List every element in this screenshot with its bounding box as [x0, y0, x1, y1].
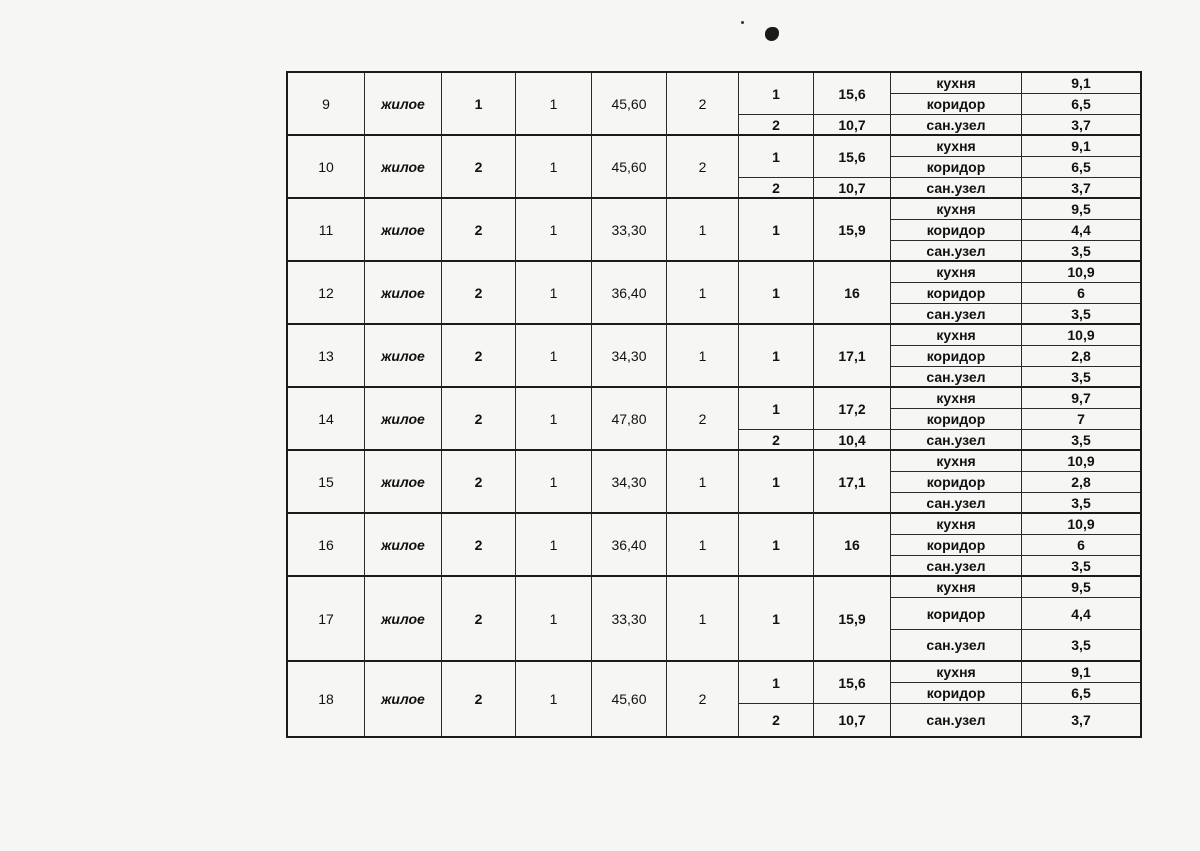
floor-cell: 2 — [442, 325, 516, 388]
room-area-cell: 15,6 — [814, 662, 891, 704]
aux-room-area-cell: 3,7 — [1022, 115, 1140, 136]
count-cell: 1 — [516, 325, 592, 388]
room-area-cell: 17,1 — [814, 451, 891, 514]
aux-room-area-cell: 10,9 — [1022, 325, 1140, 346]
aux-room-area-cell: 3,7 — [1022, 178, 1140, 199]
aux-room-name-cell: коридор — [891, 346, 1022, 367]
aux-room-area-cell: 4,4 — [1022, 598, 1140, 630]
count-cell: 1 — [516, 514, 592, 577]
aux-room-area-cell: 3,5 — [1022, 493, 1140, 514]
total-area-cell: 45,60 — [592, 662, 667, 736]
aux-room-name-cell: коридор — [891, 283, 1022, 304]
aux-room-area-cell: 10,9 — [1022, 451, 1140, 472]
aux-room-name-cell: сан.узел — [891, 556, 1022, 577]
apartments-table — [286, 71, 1142, 738]
aux-room-area-cell: 3,5 — [1022, 630, 1140, 662]
apartment-number-cell: 13 — [288, 325, 365, 388]
rooms-count-cell: 1 — [667, 262, 739, 325]
aux-room-area-cell: 2,8 — [1022, 472, 1140, 493]
aux-room-area-cell: 9,1 — [1022, 73, 1140, 94]
aux-room-area-cell: 4,4 — [1022, 220, 1140, 241]
apartment-number-cell: 15 — [288, 451, 365, 514]
apartment-number-cell: 14 — [288, 388, 365, 451]
count-cell: 1 — [516, 577, 592, 662]
room-number-cell: 1 — [739, 451, 814, 514]
premises-type-cell: жилое — [365, 514, 442, 577]
premises-type-cell: жилое — [365, 262, 442, 325]
premises-type-cell: жилое — [365, 577, 442, 662]
room-area-cell: 16 — [814, 262, 891, 325]
total-area-cell: 33,30 — [592, 199, 667, 262]
count-cell: 1 — [516, 662, 592, 736]
aux-room-name-cell: кухня — [891, 325, 1022, 346]
rooms-count-cell: 2 — [667, 662, 739, 736]
aux-room-area-cell: 6,5 — [1022, 683, 1140, 704]
apartment-number-cell: 18 — [288, 662, 365, 736]
rooms-count-cell: 1 — [667, 325, 739, 388]
ink-dot — [741, 21, 744, 24]
room-number-cell: 1 — [739, 262, 814, 325]
aux-room-area-cell: 9,7 — [1022, 388, 1140, 409]
rooms-count-cell: 2 — [667, 73, 739, 136]
aux-room-name-cell: кухня — [891, 388, 1022, 409]
room-number-cell: 1 — [739, 577, 814, 662]
apartment-number-cell: 11 — [288, 199, 365, 262]
aux-room-name-cell: сан.узел — [891, 115, 1022, 136]
rooms-count-cell: 1 — [667, 451, 739, 514]
room-area-cell: 10,7 — [814, 115, 891, 136]
aux-room-name-cell: коридор — [891, 535, 1022, 556]
count-cell: 1 — [516, 262, 592, 325]
aux-room-area-cell: 6,5 — [1022, 94, 1140, 115]
aux-room-area-cell: 3,5 — [1022, 304, 1140, 325]
aux-room-area-cell: 7 — [1022, 409, 1140, 430]
aux-room-area-cell: 3,5 — [1022, 430, 1140, 451]
premises-type-cell: жилое — [365, 388, 442, 451]
aux-room-area-cell: 9,5 — [1022, 577, 1140, 598]
room-number-cell: 2 — [739, 178, 814, 199]
aux-room-area-cell: 9,1 — [1022, 662, 1140, 683]
rooms-count-cell: 1 — [667, 199, 739, 262]
room-number-cell: 1 — [739, 662, 814, 704]
room-number-cell: 1 — [739, 199, 814, 262]
room-number-cell: 1 — [739, 136, 814, 178]
aux-room-name-cell: кухня — [891, 136, 1022, 157]
total-area-cell: 36,40 — [592, 262, 667, 325]
room-area-cell: 15,6 — [814, 73, 891, 115]
room-area-cell: 15,9 — [814, 577, 891, 662]
room-number-cell: 2 — [739, 115, 814, 136]
aux-room-name-cell: кухня — [891, 577, 1022, 598]
apartment-number-cell: 12 — [288, 262, 365, 325]
aux-room-name-cell: кухня — [891, 199, 1022, 220]
aux-room-area-cell: 3,5 — [1022, 367, 1140, 388]
total-area-cell: 36,40 — [592, 514, 667, 577]
apartment-number-cell: 16 — [288, 514, 365, 577]
room-area-cell: 17,1 — [814, 325, 891, 388]
room-area-cell: 17,2 — [814, 388, 891, 430]
aux-room-name-cell: коридор — [891, 598, 1022, 630]
aux-room-name-cell: сан.узел — [891, 630, 1022, 662]
room-number-cell: 2 — [739, 430, 814, 451]
room-area-cell: 15,6 — [814, 136, 891, 178]
aux-room-name-cell: коридор — [891, 220, 1022, 241]
aux-room-name-cell: сан.узел — [891, 304, 1022, 325]
aux-room-name-cell: сан.узел — [891, 704, 1022, 736]
count-cell: 1 — [516, 73, 592, 136]
total-area-cell: 34,30 — [592, 451, 667, 514]
floor-cell: 2 — [442, 514, 516, 577]
aux-room-name-cell: сан.узел — [891, 178, 1022, 199]
apartment-number-cell: 17 — [288, 577, 365, 662]
room-number-cell: 1 — [739, 388, 814, 430]
total-area-cell: 45,60 — [592, 136, 667, 199]
total-area-cell: 33,30 — [592, 577, 667, 662]
aux-room-area-cell: 2,8 — [1022, 346, 1140, 367]
aux-room-name-cell: коридор — [891, 683, 1022, 704]
room-area-cell: 10,7 — [814, 178, 891, 199]
aux-room-area-cell: 6 — [1022, 535, 1140, 556]
floor-cell: 2 — [442, 662, 516, 736]
aux-room-area-cell: 9,5 — [1022, 199, 1140, 220]
floor-cell: 2 — [442, 388, 516, 451]
rooms-count-cell: 2 — [667, 388, 739, 451]
room-number-cell: 1 — [739, 73, 814, 115]
aux-room-area-cell: 6,5 — [1022, 157, 1140, 178]
room-number-cell: 2 — [739, 704, 814, 736]
aux-room-name-cell: кухня — [891, 73, 1022, 94]
premises-type-cell: жилое — [365, 199, 442, 262]
premises-type-cell: жилое — [365, 662, 442, 736]
aux-room-name-cell: коридор — [891, 472, 1022, 493]
aux-room-name-cell: кухня — [891, 262, 1022, 283]
aux-room-name-cell: кухня — [891, 662, 1022, 683]
aux-room-name-cell: сан.узел — [891, 367, 1022, 388]
apartment-number-cell: 10 — [288, 136, 365, 199]
aux-room-name-cell: кухня — [891, 514, 1022, 535]
total-area-cell: 34,30 — [592, 325, 667, 388]
aux-room-name-cell: сан.узел — [891, 241, 1022, 262]
count-cell: 1 — [516, 451, 592, 514]
rooms-count-cell: 2 — [667, 136, 739, 199]
rooms-count-cell: 1 — [667, 514, 739, 577]
aux-room-name-cell: кухня — [891, 451, 1022, 472]
count-cell: 1 — [516, 199, 592, 262]
floor-cell: 2 — [442, 199, 516, 262]
room-area-cell: 16 — [814, 514, 891, 577]
aux-room-name-cell: коридор — [891, 409, 1022, 430]
aux-room-area-cell: 3,5 — [1022, 241, 1140, 262]
apartment-number-cell: 9 — [288, 73, 365, 136]
floor-cell: 1 — [442, 73, 516, 136]
aux-room-area-cell: 10,9 — [1022, 514, 1140, 535]
floor-cell: 2 — [442, 262, 516, 325]
aux-room-name-cell: коридор — [891, 94, 1022, 115]
aux-room-area-cell: 10,9 — [1022, 262, 1140, 283]
premises-type-cell: жилое — [365, 136, 442, 199]
room-area-cell: 10,7 — [814, 704, 891, 736]
aux-room-name-cell: коридор — [891, 157, 1022, 178]
count-cell: 1 — [516, 388, 592, 451]
premises-type-cell: жилое — [365, 325, 442, 388]
total-area-cell: 45,60 — [592, 73, 667, 136]
ink-smudge — [765, 27, 779, 41]
floor-cell: 2 — [442, 577, 516, 662]
floor-cell: 2 — [442, 451, 516, 514]
count-cell: 1 — [516, 136, 592, 199]
room-area-cell: 15,9 — [814, 199, 891, 262]
aux-room-area-cell: 6 — [1022, 283, 1140, 304]
rooms-count-cell: 1 — [667, 577, 739, 662]
room-number-cell: 1 — [739, 514, 814, 577]
total-area-cell: 47,80 — [592, 388, 667, 451]
floor-cell: 2 — [442, 136, 516, 199]
room-number-cell: 1 — [739, 325, 814, 388]
premises-type-cell: жилое — [365, 451, 442, 514]
aux-room-area-cell: 3,5 — [1022, 556, 1140, 577]
premises-type-cell: жилое — [365, 73, 442, 136]
aux-room-name-cell: сан.узел — [891, 430, 1022, 451]
aux-room-name-cell: сан.узел — [891, 493, 1022, 514]
room-area-cell: 10,4 — [814, 430, 891, 451]
aux-room-area-cell: 9,1 — [1022, 136, 1140, 157]
aux-room-area-cell: 3,7 — [1071, 712, 1091, 728]
